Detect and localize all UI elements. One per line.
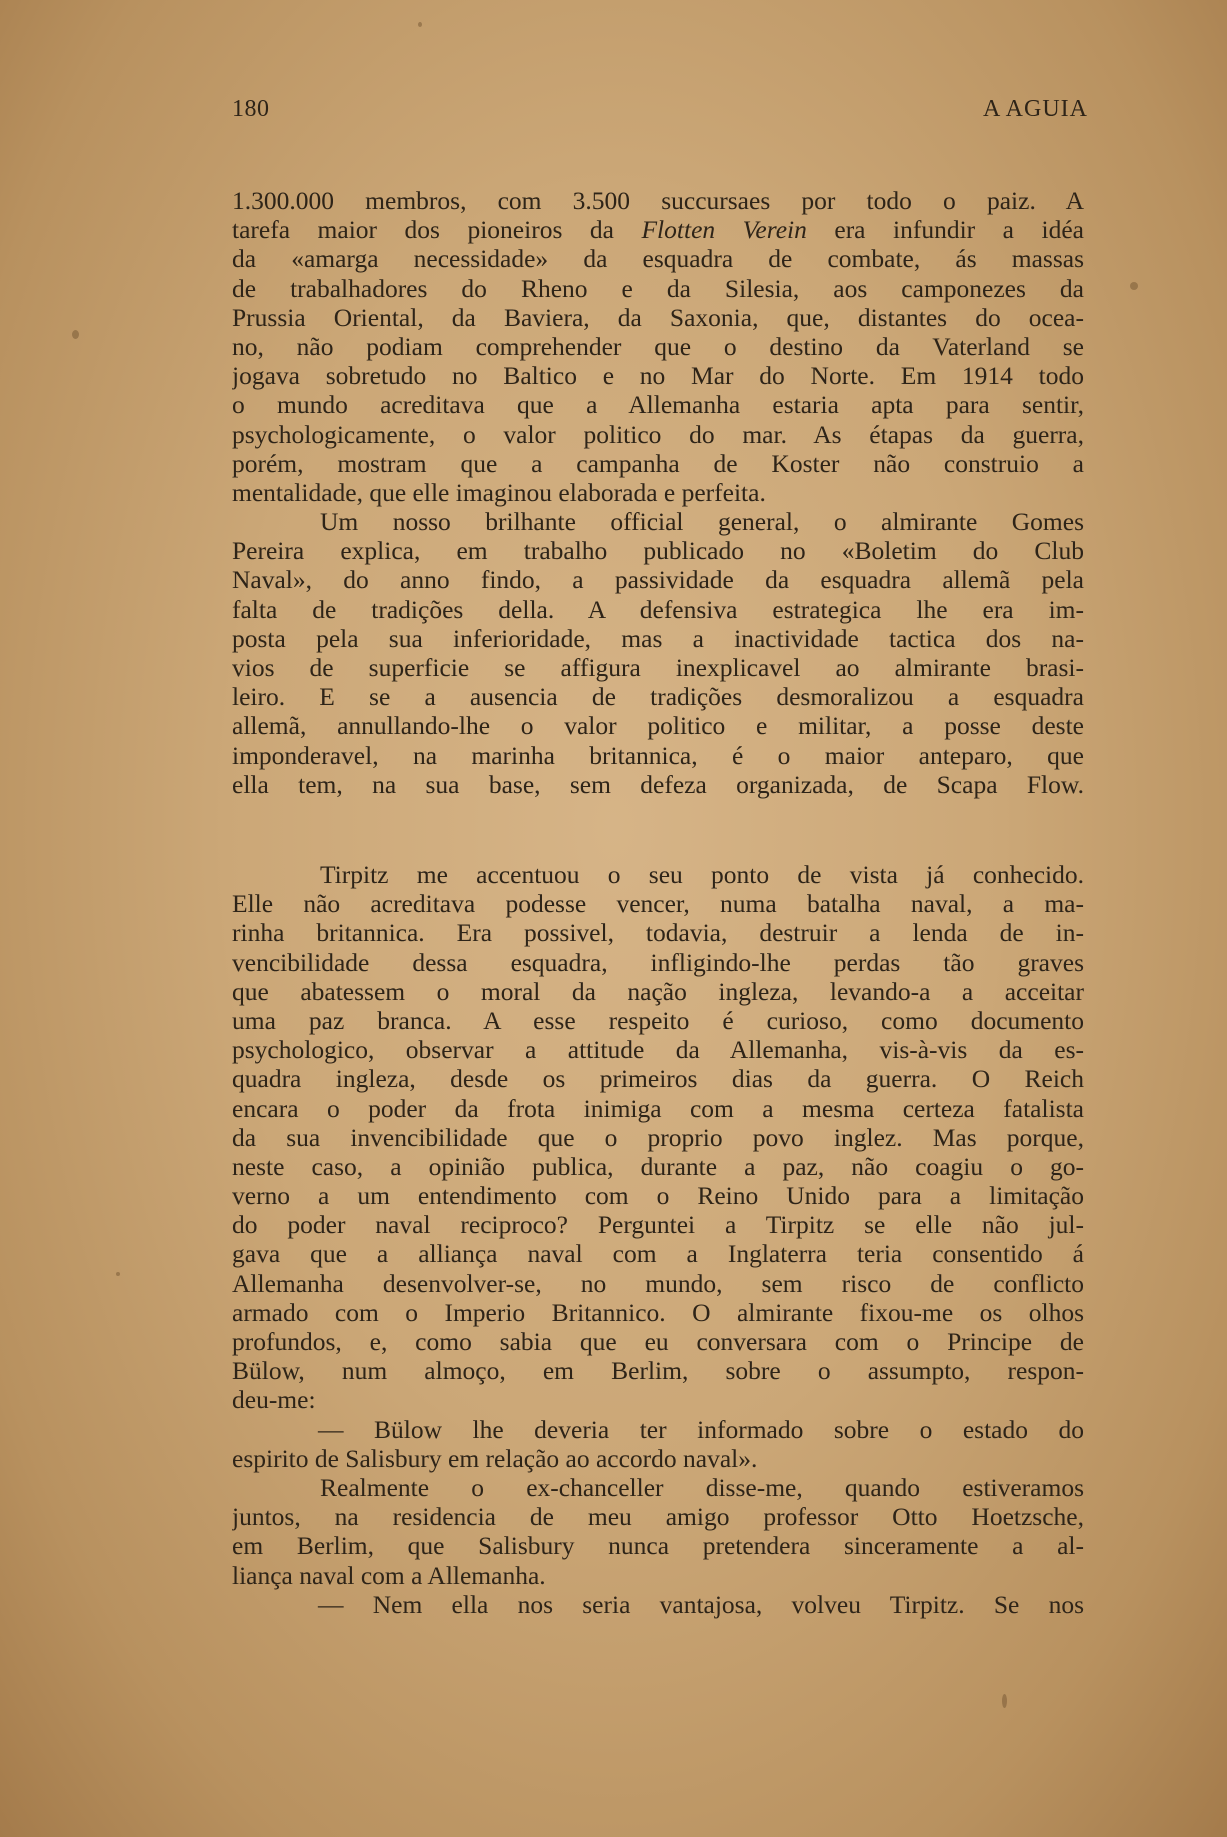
text-line: Realmente o ex-chanceller disse-me, quando estiveramos — [320, 1472, 1084, 1502]
italic-title: Flotten Verein — [641, 215, 807, 245]
text-line: — Nem ella nos seria vantajosa, volveu Tirpitz. Se nos — [318, 1589, 1084, 1619]
paper-speck — [1002, 1694, 1007, 1708]
text-line: psychologico, observar a attitude da Allemanha, vis-à-vis da es- — [232, 1035, 1084, 1065]
text-line: Elle não acreditava podesse vencer, numa batalha naval, a ma- — [232, 889, 1084, 919]
text-line: encara o poder da frota inimiga com a mesma certeza fatalista — [232, 1093, 1084, 1123]
text-line: da sua invencibilidade que o proprio povo inglez. Mas porque, — [232, 1122, 1084, 1152]
text-line: jogava sobretudo no Baltico e no Mar do Norte. Em 1914 todo — [232, 361, 1084, 391]
text-line: em Berlim, que Salisbury nunca pretendera sinceramente a al- — [232, 1531, 1084, 1561]
running-head — [232, 96, 1088, 130]
paper-speck — [418, 22, 422, 27]
paper-speck — [116, 1272, 120, 1276]
text-line: da «amarga necessidade» da esquadra de combate, ás massas — [232, 244, 1084, 274]
body-text-block-1 — [232, 186, 1084, 799]
page-number: 180 — [232, 96, 270, 122]
text-line: o mundo acreditava que a Allemanha estaria apta para sentir, — [232, 390, 1084, 420]
text-line: posta pela sua inferioridade, mas a inactividade tactica dos na- — [232, 623, 1084, 653]
text-line: Prussia Oriental, da Baviera, da Saxonia, que, distantes do ocea- — [232, 302, 1084, 332]
text-line: mentalidade, que elle imaginou elaborada e perfeita. — [232, 477, 766, 507]
text-line: Um nosso brilhante official general, o almirante Gomes — [320, 507, 1084, 537]
text-line: falta de tradições della. A defensiva estrategica lhe era im- — [232, 594, 1084, 624]
text-line: deu-me: — [232, 1385, 316, 1415]
text-line: rinha britannica. Era possivel, todavia, destruir a lenda de in- — [232, 918, 1084, 948]
text-line: porém, mostram que a campanha de Koster não construio a — [232, 448, 1084, 478]
text-line: liança naval com a Allemanha. — [232, 1560, 546, 1590]
text-line: uma paz branca. A esse respeito é curioso, como documento — [232, 1005, 1084, 1035]
text-line: do poder naval reciproco? Perguntei a Tirpitz se elle não jul- — [232, 1210, 1084, 1240]
text-line: imponderavel, na marinha britannica, é o maior anteparo, que — [232, 740, 1084, 770]
paper-speck — [1130, 282, 1138, 290]
text-line: Tirpitz me accentuou o seu ponto de vista já conhecido. — [320, 860, 1084, 889]
text-line: Bülow, num almoço, em Berlim, sobre o assumpto, respon- — [232, 1356, 1084, 1386]
text-line: allemã, annullando-lhe o valor politico e militar, a posse deste — [232, 711, 1084, 741]
text-line: Naval», do anno findo, a passividade da esquadra allemã pela — [232, 565, 1084, 595]
text-line: profundos, e, como sabia que eu conversara com o Principe de — [232, 1327, 1084, 1356]
text-line: Pereira explica, em trabalho publicado no «Boletim do Club — [232, 536, 1084, 566]
text-line: vencibilidade dessa esquadra, infligindo-lhe perdas tão graves — [232, 947, 1084, 977]
paper-speck — [72, 330, 79, 339]
text-line: verno a um entendimento com o Reino Unido para a limitação — [232, 1181, 1084, 1211]
text-line: 1.300.000 membros, com 3.500 succursaes por todo o paiz. A — [232, 186, 1084, 215]
text-line: — Bülow lhe deveria ter informado sobre o estado do — [318, 1414, 1084, 1444]
journal-title: A AGUIA — [982, 96, 1088, 122]
text-line: espirito de Salisbury em relação ao accordo naval». — [232, 1443, 758, 1473]
text-line: juntos, na residencia de meu amigo professor Otto Hoetzsche, — [232, 1502, 1084, 1532]
text-line: de trabalhadores do Rheno e da Silesia, aos camponezes da — [232, 273, 1084, 303]
text-line: que abatessem o moral da nação ingleza, levando-a a acceitar — [232, 976, 1084, 1006]
text-line: vios de superficie se affigura inexplicavel ao almirante brasi- — [232, 653, 1084, 682]
body-text-block-2 — [232, 860, 1084, 1619]
text-line: neste caso, a opinião publica, durante a paz, não coagiu o go- — [232, 1151, 1084, 1181]
text-line: no, não podiam comprehender que o destino da Vaterland se — [232, 331, 1084, 361]
text-line: quadra ingleza, desde os primeiros dias da guerra. O Reich — [232, 1064, 1084, 1094]
text-line: ella tem, na sua base, sem defeza organizada, de Scapa Flow. — [232, 769, 1084, 799]
text-line: armado com o Imperio Britannico. O almirante fixou-me os olhos — [232, 1297, 1084, 1327]
text-line: psychologicamente, o valor politico do mar. As étapas da guerra, — [232, 419, 1084, 449]
text-line: leiro. E se a ausencia de tradições desmoralizou a esquadra — [232, 682, 1084, 712]
text-line: tarefa maior dos pioneiros da Flotten Verein era infundir a idéa — [232, 215, 1084, 245]
text-line: gava que a alliança naval com a Inglaterra teria consentido á — [232, 1239, 1084, 1269]
text-line: Allemanha desenvolver-se, no mundo, sem risco de conflicto — [232, 1268, 1084, 1298]
